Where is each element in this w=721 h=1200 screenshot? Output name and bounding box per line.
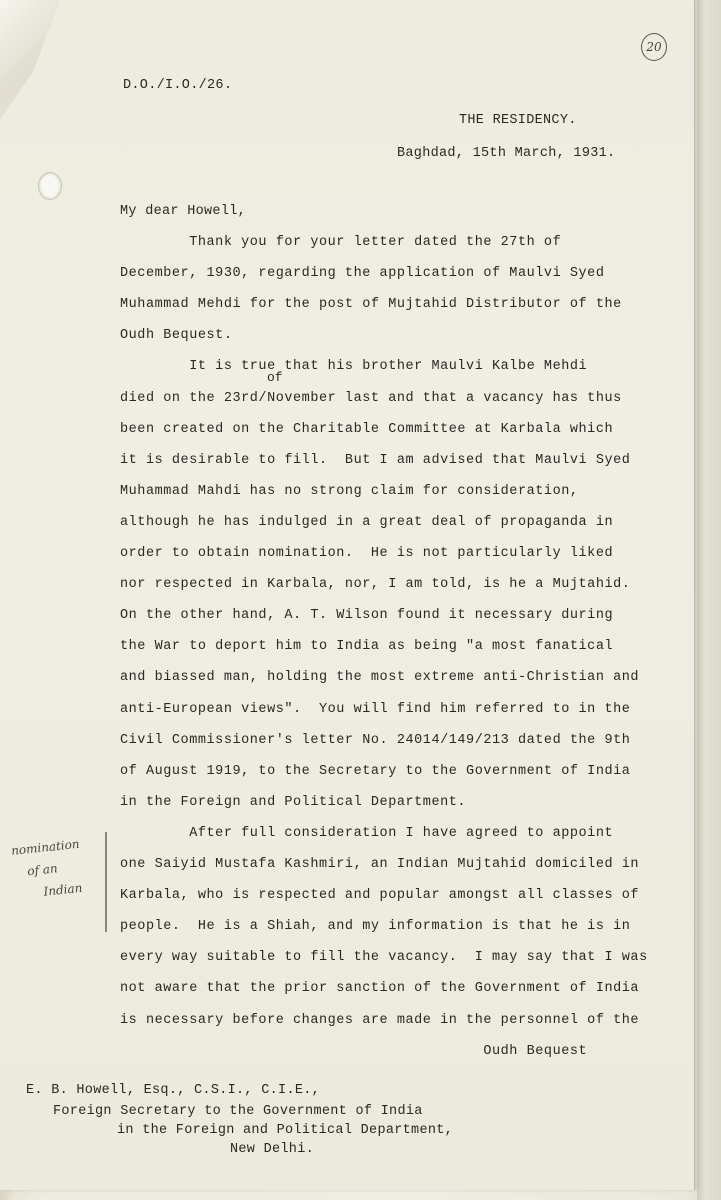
addressee-line: E. B. Howell, Esq., C.S.I., C.I.E., xyxy=(26,1083,321,1098)
body-line: died on the 23rd/November last and that a vacancy has thus xyxy=(120,390,622,406)
body-line: It is true that his brother Maulvi Kalbe Mehdi xyxy=(120,359,588,375)
addressee-line: New Delhi. xyxy=(230,1142,315,1157)
dateline: Baghdad, 15th March, 1931. xyxy=(397,146,616,161)
body-line: After full consideration I have agreed to appoint xyxy=(120,825,614,841)
body-line: the War to deport him to India as being "a most fanatical xyxy=(120,639,614,655)
body-line: Thank you for your letter dated the 27th of xyxy=(120,235,562,250)
body-line: it is desirable to fill. But I am advised that Maulvi Syed xyxy=(120,452,631,468)
body-line: one Saiyid Mustafa Kashmiri, an Indian Mujtahid domiciled in xyxy=(120,857,640,872)
body-line: although he has indulged in a great deal of propaganda in xyxy=(120,514,614,530)
body-line: On the other hand, A. T. Wilson found it necessary during xyxy=(120,608,614,624)
margin-annotation-line: Indian xyxy=(42,880,83,899)
body-line: nor respected in Karbala, nor, I am told, is he a Mujtahid. xyxy=(120,577,631,593)
body-line: Civil Commissioner's letter No. 24014/149/213 dated the 9th xyxy=(120,732,631,748)
margin-annotation-line: of an xyxy=(26,861,59,879)
underlying-page-edge xyxy=(697,0,721,1200)
body-line: of August 1919, to the Secretary to the Government of India xyxy=(120,763,631,779)
body-line: not aware that the prior sanction of the Government of India xyxy=(120,981,640,997)
addressee-line: Foreign Secretary to the Government of India xyxy=(53,1104,423,1119)
body-line: December, 1930, regarding the application of Maulvi Syed xyxy=(120,266,605,282)
punch-hole xyxy=(38,172,62,200)
body-line: been created on the Charitable Committee at Karbala which xyxy=(120,421,614,437)
margin-annotation-line: nomination xyxy=(10,836,81,858)
body-line: in the Foreign and Political Department. xyxy=(120,794,467,810)
body-line: Oudh Bequest. xyxy=(120,328,233,344)
body-line: is necessary before changes are made in the personnel of the xyxy=(120,1012,640,1028)
body-line: every way suitable to fill the vacancy. I may say that I was xyxy=(120,950,648,966)
body-line: Muhammad Mehdi for the post of Mujtahid Distributor of the xyxy=(120,297,622,313)
body-line: people. He is a Shiah, and my information is that he is in xyxy=(120,919,631,935)
body-line: Muhammad Mahdi has no strong claim for consideration, xyxy=(120,483,579,499)
sender-address: THE RESIDENCY. xyxy=(459,113,577,128)
reference-number: D.O./I.O./26. xyxy=(123,78,233,93)
body-line: and biassed man, holding the most extreme anti-Christian and xyxy=(120,670,640,686)
body-line: Oudh Bequest xyxy=(120,1043,588,1059)
body-line: anti-European views". You will find him referred to in the xyxy=(120,701,631,717)
handwritten-insertion: of xyxy=(267,370,283,385)
body-line: order to obtain nomination. He is not particularly liked xyxy=(120,546,614,561)
folded-corner xyxy=(0,0,60,120)
salutation: My dear Howell, xyxy=(120,204,247,219)
body-line: Karbala, who is respected and popular amongst all classes of xyxy=(120,888,640,904)
margin-annotation xyxy=(10,830,108,905)
folio-number: 20 xyxy=(641,33,667,61)
addressee-line: in the Foreign and Political Department, xyxy=(117,1123,454,1138)
